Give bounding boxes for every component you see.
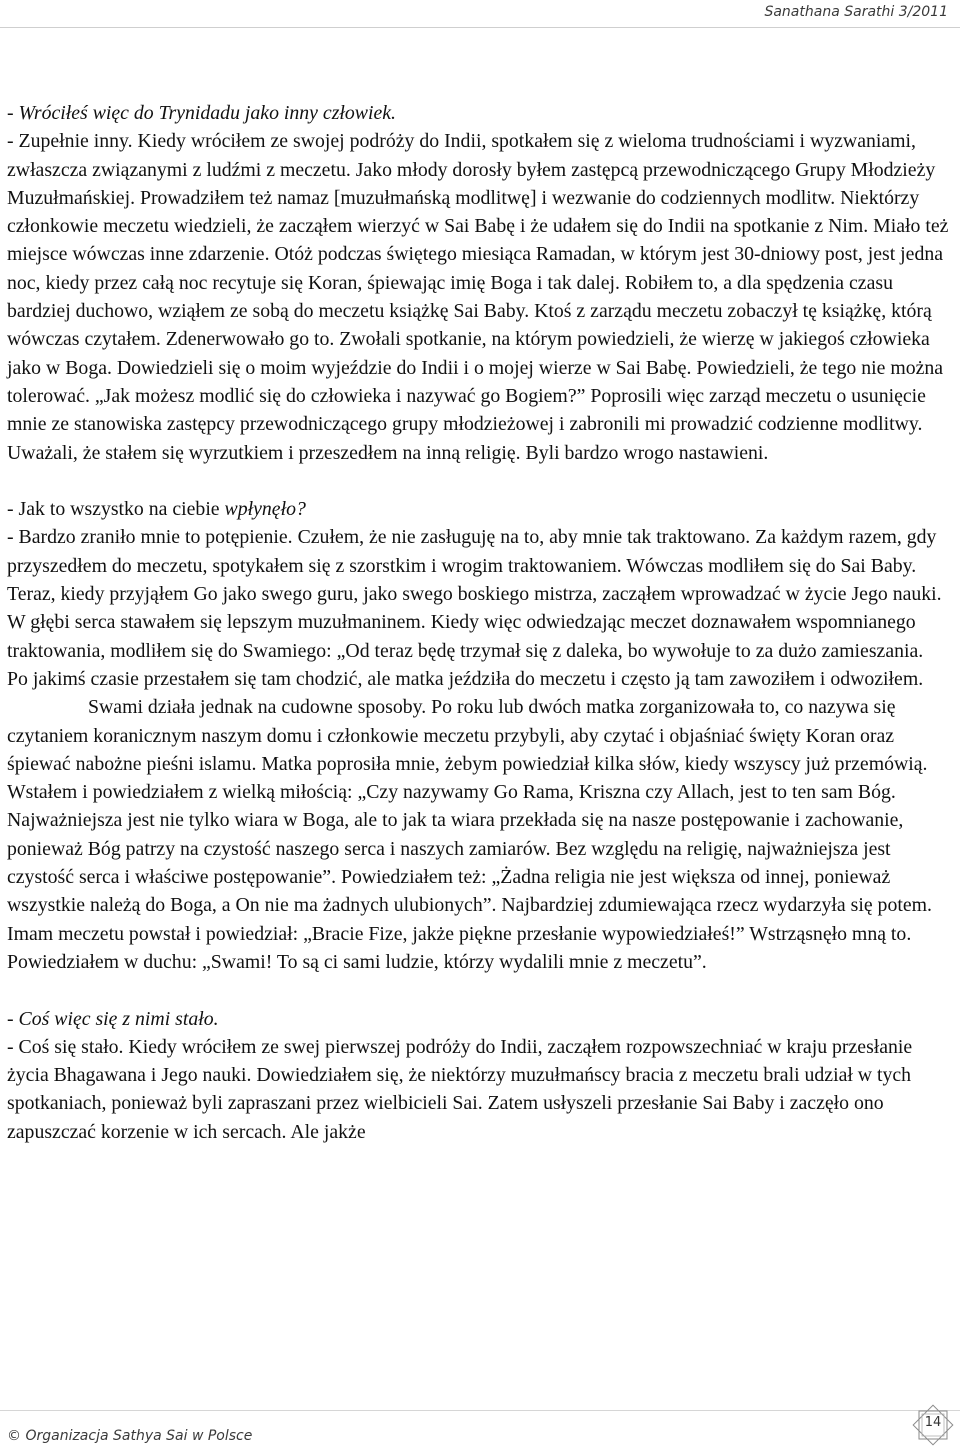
article-body xyxy=(7,99,949,1146)
narrative-paragraph: Swami działa jednak na cudowne sposoby. Po roku lub dwóch matka zorganizowała to, co nazywa się czytaniem koranicznym naszym domu i członkowie meczetu przybyli, aby czytać i objaśniać święty Koran oraz śpiewać nabożne pieśni islamu. Matka poprosiła mnie, żebym powiedział kilka słów, kiedy wszyscy już przemówią. Wstałem i powiedziałem z wielką miłością: „Czy nazywamy Go Rama, Kriszna czy Allach, jest to ten sam Bóg. Najważniejsza jest nie tylko wiara w Boga, ale to jak ta wiara przekłada się na nasze postępowanie i zachowanie, ponieważ Bóg patrzy na czystość naszego serca i naszych zamiarów. Bez względu na religię, najważniejsza jest czystość serca i właściwe postępowanie”. Powiedziałem też: „Żadna religia nie jest większa od innej, ponieważ wszystkie należą do Boga, a On nie ma żadnych ulubionych”. Najbardziej zdumiewająca rzecz wydarzyła się potem. Imam meczetu powstał i powiedział: „Bracie Fize, jakże piękne przesłanie wypowiedziałeś!” Wstrząsnęło mną to. Powiedziałem w duchu: „Swami! To są ci sami ludzie, którzy wydalili mnie z meczetu”. xyxy=(7,696,932,973)
interview-question-1: - Wróciłeś więc do Trynidadu jako inny człowiek. xyxy=(7,102,396,124)
paragraph-spacer xyxy=(7,467,949,495)
page-number: 14 xyxy=(924,1415,942,1430)
interview-answer-1: - Zupełnie inny. Kiedy wróciłem ze swojej podróży do Indii, spotkałem się z wieloma trudnościami i wyzwaniami, zwłaszcza związanymi z ludźmi z meczetu. Jako młody dorosły byłem zastępcą przewodniczącego Grupy Młodzieży Muzułmańskiej. Prowadziłem też namaz [muzułmańską modlitwę] i wezwanie do codziennych modlitw. Niektórzy członkowie meczetu wiedzieli, że zacząłem wierzyć w Sai Babę i że udałem się do Indii na spotkanie z Nim. Miało też miejsce wówczas inne zdarzenie. Otóż podczas świętego miesiąca Ramadan, w którym jest 30-dniowy post, jest jedna noc, kiedy przez całą noc recytuje się Koran, śpiewając imię Boga i tak dalej. Robiłem to, a dla spędzenia czasu bardziej duchowo, wziąłem ze sobą do meczetu książkę Sai Baby. Ktoś z zarządu meczetu zobaczył tę książkę, którą wówczas czytałem. Zdenerwowało go to. Zwołali spotkanie, na którym powiedzieli, że wierzę w jakiegoś człowieka jako w Boga. Dowiedzieli się o moim wyjeździe do Indii i o mojej wierze w Sai Babę. Powiedzieli, że tego nie można tolerować. „Jak możesz modlić się do człowieka i nazywać go Bogiem?” Poprosili więc zarząd meczetu o usunięcie mnie ze stanowiska zastępcy przewodniczącego grupy młodzieżowej i zabronili mi prowadzić codzienne modlitwy. Uważali, że stałem się wyrzutkiem i przeszedłem na inną religię. Byli bardzo wrogo nastawieni. xyxy=(7,130,949,464)
paragraph-spacer xyxy=(7,976,949,1004)
interview-answer-2: - Bardzo zraniło mnie to potępienie. Czułem, że nie zasługuję na to, aby mnie tak traktowano. Za każdym razem, gdy przyszedłem do meczetu, spotykałem się z szorstkim i wrogim traktowaniem. Wówczas modliłem się do Sai Baby. Teraz, kiedy przyjąłem Go jako swego guru, jako swego boskiego mistrza, zacząłem wprowadzać w życie Jego nauki. W głębi serca stawałem się lepszym muzułmaninem. Kiedy więc odwiedzając meczet doznawałem wspomnianego traktowania, modliłem się do Swamiego: „Od teraz będę trzymał się z daleka, bo wywołuje to za dużo zamieszania. Po jakimś czasie przestałem się tam chodzić, ale matka jeździła do meczetu i często ją tam zawoziłem i odwoziłem. xyxy=(7,526,942,690)
interview-question-2 xyxy=(7,495,949,523)
footer-copyright: © Organizacja Sathya Sai w Polsce xyxy=(7,1428,253,1444)
header-divider xyxy=(0,27,960,28)
interview-answer-3: - Coś się stało. Kiedy wróciłem ze swej pierwszej podróży do Indii, zacząłem rozpowszechniać w kraju przesłanie życia Bhagawana i Jego nauki. Dowiedziałem się, że niektórzy muzułmańscy bracia z meczetu brali udział w tych spotkaniach, ponieważ byli zapraszani przez wielbicieli Sai. Zatem usłyszeli przesłanie Sai Baby i zaczęło ono zapuszczać korzenie w ich sercach. Ale jakże xyxy=(7,1035,913,1143)
question-2-italic-text: wpłynęło? xyxy=(224,498,306,521)
question-2-text: - Jak to wszystko na ciebie xyxy=(7,498,225,521)
page-number-badge xyxy=(910,1402,956,1448)
running-header: Sanathana Sarathi 3/2011 xyxy=(764,4,948,20)
footer-divider xyxy=(0,1410,960,1411)
interview-question-3: - Coś więc się z nimi stało. xyxy=(7,1007,219,1030)
